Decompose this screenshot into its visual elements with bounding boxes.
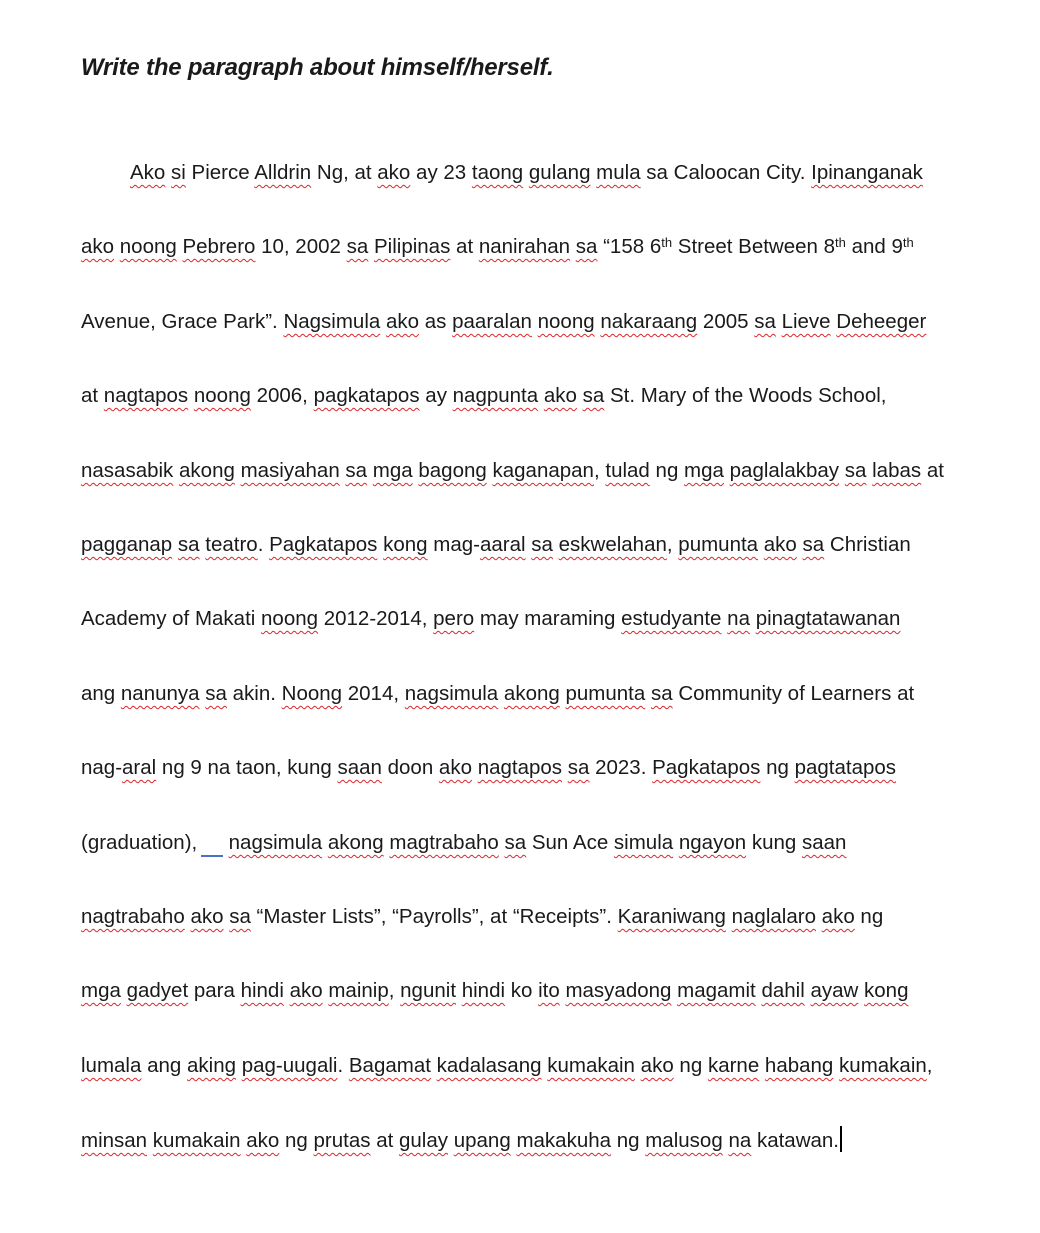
misspelled-word: ayaw: [810, 979, 859, 1002]
superscript-ordinal: th: [661, 235, 673, 250]
superscript-ordinal: th: [835, 235, 846, 250]
paragraph-line: [81, 308, 926, 336]
misspelled-word: sa: [582, 384, 605, 407]
misspelled-word: ako: [438, 756, 472, 779]
misspelled-word: ito: [538, 979, 560, 1002]
misspelled-word: sa: [205, 682, 227, 705]
misspelled-word: Pebrero: [182, 235, 256, 258]
text-run: Christian: [824, 533, 911, 556]
misspelled-word: lumala: [81, 1054, 142, 1077]
misspelled-word: aking: [187, 1054, 237, 1077]
text-run: at: [450, 235, 479, 258]
misspelled-word: ngayon: [678, 831, 747, 854]
misspelled-word: estudyante: [621, 607, 722, 630]
misspelled-word: ako: [246, 1129, 280, 1152]
paragraph-line: [130, 159, 923, 187]
text-run: .: [337, 1054, 349, 1077]
text-run: ng: [279, 1129, 314, 1152]
misspelled-word: sa: [802, 533, 825, 556]
misspelled-word: magtrabaho: [389, 831, 499, 854]
misspelled-word: sa: [531, 533, 553, 556]
text-run: akin.: [226, 682, 282, 705]
misspelled-word: Alldrin: [254, 161, 312, 184]
text-run: 2006,: [250, 384, 314, 407]
text-run: St. Mary of the Woods School,: [604, 384, 887, 407]
misspelled-word: kumakain: [547, 1054, 635, 1077]
misspelled-word: nagtapos: [103, 384, 189, 407]
misspelled-word: mga: [81, 979, 121, 1002]
misspelled-word: teatro: [205, 533, 258, 556]
misspelled-word: mga: [684, 459, 724, 482]
misspelled-word: akong: [179, 459, 235, 482]
misspelled-word: pag-uugali: [241, 1054, 338, 1077]
misspelled-word: Bagamat: [348, 1054, 431, 1077]
misspelled-word: kadalasang: [436, 1054, 542, 1077]
misspelled-word: kong: [383, 533, 428, 556]
misspelled-word: sa: [345, 459, 368, 482]
misspelled-word: nagtapos: [477, 756, 563, 779]
misspelled-word: mula: [596, 161, 641, 184]
text-run: ng: [854, 905, 884, 928]
text-run: ng: [673, 1054, 708, 1077]
misspelled-word: hindi: [240, 979, 284, 1002]
paragraph-line: [81, 1052, 933, 1080]
text-run: at: [921, 459, 944, 482]
misspelled-word: noong: [537, 310, 595, 333]
text-run: 2014,: [342, 682, 405, 705]
misspelled-word: saan: [337, 756, 382, 779]
misspelled-word: nanirahan: [478, 235, 571, 258]
misspelled-word: Lieve: [781, 310, 831, 333]
misspelled-word: magamit: [677, 979, 756, 1002]
misspelled-word: nanunya: [120, 682, 200, 705]
misspelled-word: mga: [372, 459, 413, 482]
text-run: Ng, at: [311, 161, 378, 184]
text-run: 2005: [697, 310, 755, 333]
misspelled-word: pagganap: [81, 533, 173, 556]
misspelled-word: kumakain: [839, 1054, 927, 1077]
paragraph-line: [81, 531, 911, 559]
text-run: “158 6: [597, 235, 662, 258]
text-run: Avenue, Grace Park”.: [81, 310, 284, 333]
misspelled-word: aral: [122, 756, 157, 779]
text-run: ang: [81, 682, 121, 705]
paragraph-line: [81, 680, 914, 708]
text-run: doon: [381, 756, 439, 779]
misspelled-word: akong: [503, 682, 560, 705]
misspelled-word: sa: [177, 533, 200, 556]
text-run: ang: [141, 1054, 187, 1077]
misspelled-word: sa: [754, 310, 776, 333]
misspelled-word: pero: [433, 607, 475, 630]
superscript-ordinal: th: [902, 235, 914, 250]
misspelled-word: simula: [613, 831, 674, 854]
misspelled-word: nagsimula: [404, 682, 499, 705]
text-run: “Master Lists”, “Payrolls”, at “Receipts”.: [250, 905, 618, 928]
misspelled-word: makakuha: [516, 1129, 612, 1152]
paragraph-line: [81, 233, 914, 261]
misspelled-word: nagsimula: [228, 831, 323, 854]
misspelled-word: akong: [327, 831, 384, 854]
misspelled-word: bagong: [418, 459, 487, 482]
misspelled-word: prutas: [313, 1129, 371, 1152]
text-run: mag-: [427, 533, 480, 556]
misspelled-word: gulay: [399, 1129, 449, 1152]
misspelled-word: naglalaro: [731, 905, 816, 928]
misspelled-word: Pagkatapos: [269, 533, 378, 556]
text-run: ,: [388, 979, 401, 1002]
misspelled-word: kong: [864, 979, 909, 1002]
misspelled-word: taong: [471, 161, 524, 184]
misspelled-word: pagkatapos: [313, 384, 420, 407]
misspelled-word: ako: [386, 310, 420, 333]
misspelled-word: nagtrabaho: [81, 905, 185, 928]
text-run: sa Caloocan City.: [640, 161, 812, 184]
text-run: .: [257, 533, 270, 556]
misspelled-word: sa: [844, 459, 867, 482]
misspelled-word: gulang: [528, 161, 591, 184]
text-run: ay: [419, 384, 453, 407]
misspelled-word: Ipinanganak: [811, 161, 923, 184]
misspelled-word: na: [727, 607, 750, 630]
text-run: para: [188, 979, 241, 1002]
text-run: 10, 2002: [255, 235, 347, 258]
paragraph-line: [81, 457, 944, 485]
misspelled-word: malusog: [645, 1129, 723, 1152]
paragraph-line: [81, 903, 883, 931]
misspelled-word: Deheeger: [836, 310, 927, 333]
misspelled-word: pumunta: [565, 682, 646, 705]
misspelled-word: sa: [650, 682, 673, 705]
text-run: 2012-2014,: [318, 607, 434, 630]
misspelled-word: ako: [763, 533, 797, 556]
grammar-underline-marker: [201, 845, 223, 857]
document-heading: Write the paragraph about himself/herself.: [81, 54, 554, 81]
text-run: ,: [926, 1054, 933, 1077]
text-run: ng: [611, 1129, 646, 1152]
misspelled-word: ako: [821, 905, 855, 928]
grammar-flag: ,: [191, 831, 203, 854]
text-run: ko: [505, 979, 539, 1002]
text-run: katawan.: [751, 1129, 839, 1152]
misspelled-word: habang: [764, 1054, 834, 1077]
text-run: as: [419, 310, 453, 333]
misspelled-word: gadyet: [126, 979, 189, 1002]
misspelled-word: na: [728, 1129, 752, 1152]
misspelled-word: sa: [346, 235, 369, 258]
misspelled-word: sa: [229, 905, 251, 928]
misspelled-word: paaralan: [452, 310, 532, 333]
misspelled-word: si: [171, 161, 186, 184]
misspelled-word: labas: [872, 459, 922, 482]
text-run: may maraming: [474, 607, 622, 630]
text-run: at: [81, 384, 104, 407]
misspelled-word: mainip: [328, 979, 389, 1002]
misspelled-word: nasasabik: [81, 459, 174, 482]
misspelled-word: saan: [802, 831, 847, 854]
paragraph-line: [81, 605, 900, 633]
misspelled-word: nakaraang: [600, 310, 698, 333]
misspelled-word: pagtatapos: [794, 756, 897, 779]
misspelled-word: minsan: [81, 1129, 148, 1152]
misspelled-word: noong: [261, 607, 319, 630]
misspelled-word: Noong: [281, 682, 343, 705]
text-run: (graduation): [81, 831, 192, 854]
text-run: 2023.: [589, 756, 653, 779]
misspelled-word: kaganapan: [492, 459, 594, 482]
misspelled-word: noong: [119, 235, 177, 258]
misspelled-word: eskwelahan: [558, 533, 667, 556]
misspelled-word: ako: [377, 161, 411, 184]
misspelled-word: ako: [81, 235, 115, 258]
text-run: Street Between 8: [672, 235, 836, 258]
text-run: and 9: [845, 235, 903, 258]
paragraph-line: [81, 1126, 842, 1155]
text-run: ng 9 na taon, kung: [156, 756, 338, 779]
misspelled-word: pinagtatawanan: [755, 607, 901, 630]
misspelled-word: ako: [190, 905, 224, 928]
misspelled-word: kumakain: [152, 1129, 241, 1152]
misspelled-word: masyadong: [565, 979, 672, 1002]
misspelled-word: dahil: [761, 979, 805, 1002]
text-run: ,: [593, 459, 606, 482]
text-run: ay 23: [410, 161, 472, 184]
text-cursor: [840, 1126, 842, 1152]
misspelled-word: paglalakbay: [729, 459, 840, 482]
misspelled-word: sa: [504, 831, 527, 854]
paragraph-line: [81, 829, 846, 857]
misspelled-word: pumunta: [678, 533, 759, 556]
misspelled-word: aaral: [479, 533, 526, 556]
misspelled-word: sa: [567, 756, 590, 779]
text-run: nag-: [81, 756, 123, 779]
misspelled-word: Nagsimula: [283, 310, 381, 333]
misspelled-word: tulad: [605, 459, 650, 482]
misspelled-word: ako: [543, 384, 577, 407]
text-run: ng: [649, 459, 685, 482]
text-run: Sun Ace: [526, 831, 614, 854]
text-run: Pierce: [185, 161, 255, 184]
paragraph-line: [81, 382, 886, 410]
misspelled-word: Pagkatapos: [652, 756, 761, 779]
text-run: ng: [760, 756, 795, 779]
misspelled-word: Pilipinas: [373, 235, 451, 258]
misspelled-word: masiyahan: [240, 459, 340, 482]
misspelled-word: ako: [289, 979, 323, 1002]
text-run: kung: [746, 831, 802, 854]
text-run: at: [370, 1129, 399, 1152]
text-run: Academy of Makati: [81, 607, 262, 630]
misspelled-word: ako: [640, 1054, 674, 1077]
misspelled-word: ngunit: [400, 979, 457, 1002]
misspelled-word: Ako: [130, 161, 166, 184]
misspelled-word: noong: [193, 384, 251, 407]
misspelled-word: Karaniwang: [617, 905, 726, 928]
misspelled-word: nagpunta: [452, 384, 539, 407]
misspelled-word: upang: [453, 1129, 511, 1152]
misspelled-word: karne: [707, 1054, 760, 1077]
text-run: ,: [666, 533, 679, 556]
misspelled-word: hindi: [461, 979, 506, 1002]
text-run: Community of Learners at: [672, 682, 915, 705]
paragraph-line: [81, 977, 908, 1005]
misspelled-word: sa: [575, 235, 598, 258]
paragraph-line: [81, 754, 896, 782]
